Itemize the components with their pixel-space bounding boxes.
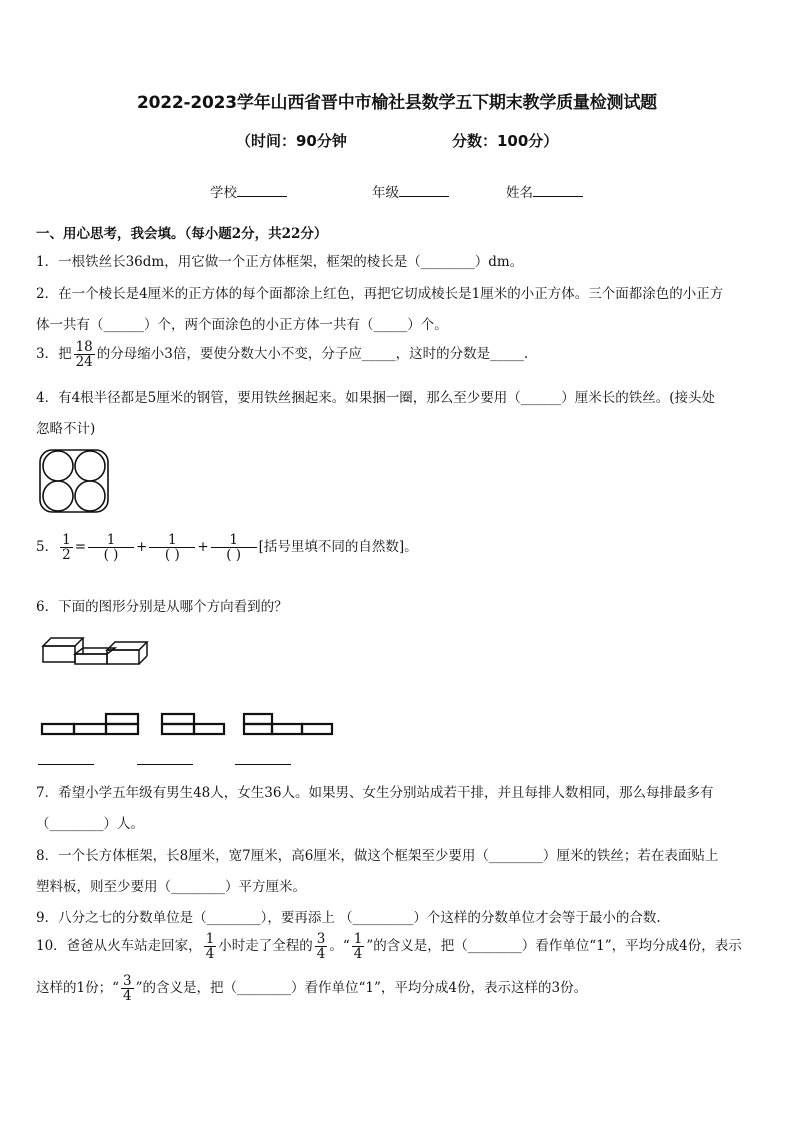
- fraction-denominator: 24: [75, 354, 93, 371]
- question-2-line1: 2．在一个棱长是4厘米的正方体的每个面都涂上红色，再把它切成棱长是1厘米的小正方体。三个面都涂色的小正方: [36, 286, 724, 302]
- 3d-cubes-figure: [40, 632, 158, 666]
- question-8-line1: 8．一个长方体框架，长8厘米，宽7厘米，高6厘米，做这个框架至少要用（________）厘米的铁丝；若在表面贴上: [36, 848, 719, 864]
- question-8-line2: 塑料板，则至少要用（________）平方厘米。: [36, 879, 306, 895]
- answer-line-2[interactable]: [137, 764, 193, 765]
- score-label: 分数：100分）: [452, 132, 559, 150]
- name-field: 姓名: [506, 181, 583, 201]
- grade-field: 年级: [372, 181, 449, 201]
- school-field: 学校: [210, 181, 287, 201]
- question-3: 3．把 $\frac{18}{24}$ 的分母缩小3倍，要使分数大小不变，分子应_____，这时的分数是_____.: [36, 339, 529, 371]
- question-6: 6．下面的图形分别是从哪个方向看到的？: [36, 599, 288, 615]
- view-3-figure: [242, 712, 336, 736]
- question-5: 5． $\frac{1}{2}$ = $\frac{1}{( )}$ + $\frac{1}{( )}$ + $\frac{1}{( )}$ [括号里填不同的自然数]。: [36, 532, 418, 564]
- time-label: （时间：90分钟: [236, 132, 347, 150]
- question-4-line1: 4．有4根半径都是5厘米的钢管，要用铁丝捆起来。如果捆一圈，那么至少要用（______）厘米长的铁丝。(接头处: [36, 390, 716, 406]
- question-9: 9．八分之七的分数单位是（________），要再添上 （_________）个这样的分数单位才会等于最小的合数.: [36, 910, 661, 926]
- question-7-line1: 7．希望小学五年级有男生48人，女生36人。如果男、女生分别站成若干排，并且每排人数相同，那么每排最多有: [36, 785, 714, 801]
- question-7-line2: （________）人。: [36, 816, 144, 832]
- answer-line-1[interactable]: [38, 764, 94, 765]
- question-4-line2: 忽略不计): [36, 421, 96, 437]
- question-2-line2: 体一共有（______）个，两个面涂色的小正方体一共有（_____）个。: [36, 317, 448, 333]
- fraction-numerator: 18: [75, 339, 93, 355]
- question-10-line2: 这样的1份；“ $\frac{3}{4}$ ”的含义是，把（________）看作单位“1”，平均分成4份，表示这样的3份。: [36, 973, 588, 1005]
- question-1: 1．一根铁丝长36dm，用它做一个正方体框架，框架的棱长是（________）dm。: [36, 254, 524, 270]
- answer-line-3[interactable]: [235, 764, 291, 765]
- view-1-figure: [40, 712, 142, 736]
- section-heading: 一、用心思考，我会填。（每小题2分，共22分）: [36, 226, 328, 242]
- view-2-figure: [160, 712, 228, 736]
- four-pipes-figure: [38, 448, 112, 514]
- page-title: 2022-2023学年山西省晋中市榆社县数学五下期末教学质量检测试题: [137, 93, 657, 113]
- question-10-line1: 10．爸爸从火车站走回家， $\frac{1}{4}$ 小时走了全程的 $\frac{3}{4}$ 。“ $\frac{1}{4}$ ”的含义是，把（________）看作单位“1”，平均分成4份，表示: [36, 931, 742, 963]
